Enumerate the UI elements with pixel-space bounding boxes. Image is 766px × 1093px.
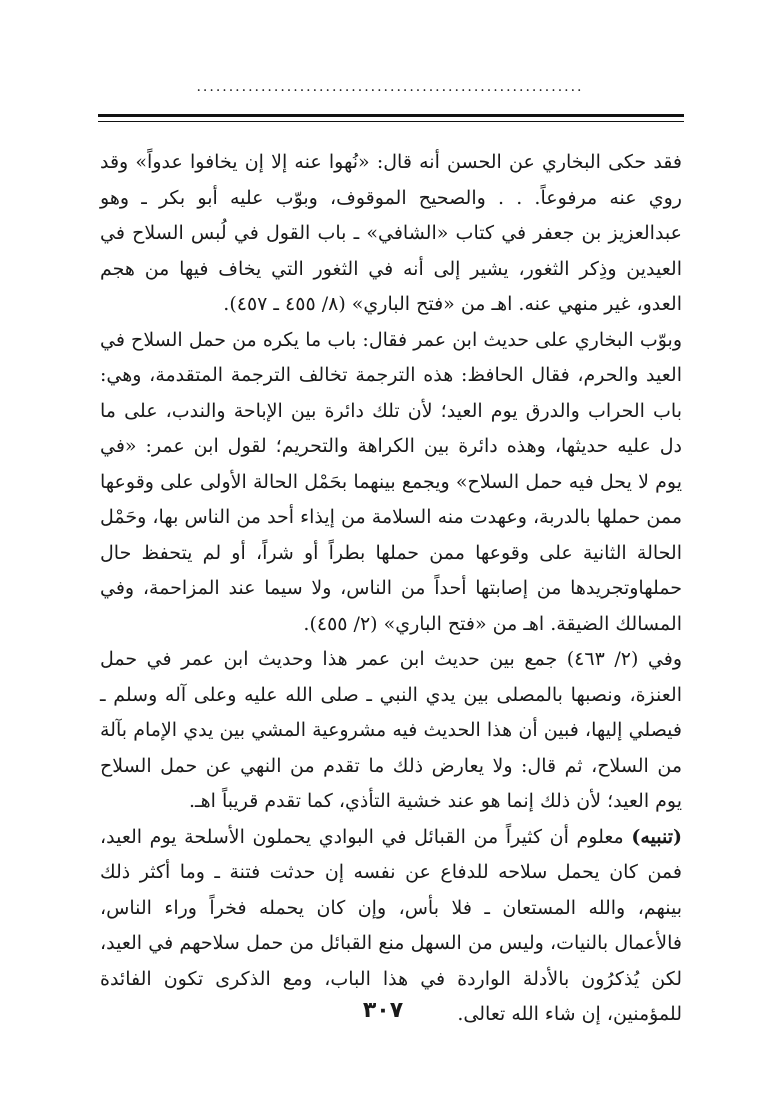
paragraph-text: معلوم أن كثيراً من القبائل في البوادي يحملون الأسلحة يوم العيد، فمن كان يحمل سلاحه للدفاع عن نفسه إن حدثت فتنة ـ وما أكثر ذلك بينهم، والله المستعان ـ فلا بأس، وإن كان يحمله فخراً وراء الناس، فالأعمال بالنيات، وليس من السهل منع القبائل من حمل سلاحهم في العيد، لكن يُذكرُون بالأدلة الواردة في هذا الباب، ومع الذكرى تكون الفائدة للمؤمنين، إن شاء الله تعالى. — [100, 825, 682, 1025]
header-dotted-line: ............................................................ — [196, 80, 584, 94]
page-number: ٣٠٧ — [362, 998, 404, 1023]
header-rule-thick — [98, 114, 684, 117]
paragraph-lead-tanbih: (تنبيه) — [631, 825, 682, 848]
header-rule-thin — [98, 121, 684, 122]
paragraph-3 — [100, 642, 682, 820]
paragraph-2 — [100, 323, 682, 643]
paragraph-1 — [100, 145, 682, 323]
paragraph-text: فقد حكى البخاري عن الحسن أنه قال: «نُهوا عنه إلا إن يخافوا عدواً» وقد روي عنه مرفوعاً. . . والصحيح الموقوف، وبوّب عليه أبو بكر ـ وهو عبدالعزيز بن جعفر في كتاب «الشافي» ـ باب القول في لُبس السلاح في العيدين وذِكر الثغور، يشير إلى أنه في الثغور التي يخاف فيها من هجم العدو، غير منهي عنه. اهـ من «فتح الباري» (٨/ ٤٥٥ ـ ٤٥٧). — [100, 151, 682, 315]
paragraph-text: وفي (٢/ ٤٦٣) جمع بين حديث ابن عمر هذا وحديث ابن عمر في حمل العنزة، ونصبها بالمصلى بين يدي النبي ـ صلى الله عليه وعلى آله وسلم ـ فيصلي إليها، فبين أن هذا الحديث فيه مشروعية المشي بين يدي الإمام بآلة من السلاح، ثم قال: ولا يعارض ذلك ما تقدم من النهي عن حمل السلاح يوم العيد؛ لأن ذلك إنما هو عند خشية التأذي، كما تقدم قريباً اهـ. — [100, 648, 682, 812]
paragraph-text: وبوّب البخاري على حديث ابن عمر فقال: باب ما يكره من حمل السلاح في العيد والحرم، فقال الحافظ: هذه الترجمة تخالف الترجمة المتقدمة، وهي: باب الحراب والدرق يوم العيد؛ لأن تلك دائرة بين الإباحة والندب، على ما دل عليه حديثها، وهذه دائرة بين الكراهة والتحريم؛ لقول ابن عمر: «في يوم لا يحل فيه حمل السلاح» ويجمع بينهما بحَمْل الحالة الأولى على وقوعها ممن حملها بالدربة، وعهدت منه السلامة من إيذاء أحد من الناس بها، وحَمْل الحالة الثانية على وقوعها ممن حملها بطراً أو شراً، أو لم يتحفظ حال حملهاوتجريدها من إصابتها أحداً من الناس، ولا سيما عند المزاحمة، وفي المسالك الضيقة. اهـ من «فتح الباري» (٢/ ٤٥٥). — [100, 328, 682, 635]
page-body — [100, 145, 682, 1033]
